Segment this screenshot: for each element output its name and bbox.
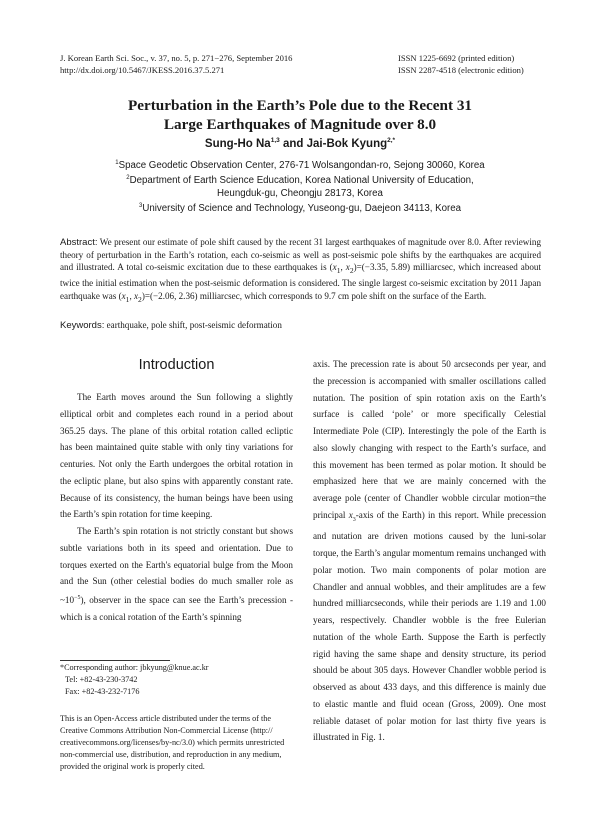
keywords-text: earthquake, pole shift, post-seismic deformation bbox=[104, 320, 282, 330]
paragraph: The Earth moves around the Sun following a slightly elliptical orbit and completes each round in a period about 365.25 days. The plane of this orbital rotation called ecliptic has been maintained quite stable with only tiny variations for centuries. Not only the Earth undergoes the orbital rotation in the ecliptic plane, but also spins with apparently constant rate. Because of its consistency, the human beings have been using the Earth’s spin rotation for time keeping. bbox=[60, 392, 293, 520]
abstract-label: Abstract: bbox=[60, 237, 98, 248]
keywords bbox=[60, 320, 541, 331]
abstract: Abstract: We present our estimate of pole shift caused by the recent 31 largest earthquakes of magnitude over 8.0. After reviewing theory of perturbation in the Earth’s rotation, each co-seismic as well as post-seismic pole shifts by the earthquakes are acquired and illustrated. A total co-seismic excitation due to these earthquakes is ($x_1$, $x_2)=(-3.35$, 5.89) milliarcsec, which increased about twice the initial estimation when the post-seismic deformation is considered. The single largest co-seismic excitation by 2011 Japan earthquake was ($x_1$, $x_2)=(-2.06$, 2.36) milliarcsec, which corresponds to 9.7 cm pole shift on the surface of the Earth. bbox=[60, 237, 541, 304]
body-column-left bbox=[60, 389, 293, 626]
doi-link[interactable]: http://dx.doi.org/10.5467/JKESS.2016.37.5.271 bbox=[60, 65, 225, 75]
author-1-affil: 1,3 bbox=[270, 137, 280, 144]
issn-electronic: ISSN 2287-4518 (electronic edition) bbox=[398, 65, 524, 75]
license-note: This is an Open-Access article distributed under the terms of the Creative Commons Attribution Non-Commercial License (http:// creativecommons.org/licenses/by-nc/3.0) which permits unrestricted non-commercial use, distribution, and reproduction in any medium, provided the original work is properly cited. bbox=[60, 714, 285, 771]
affiliation-3: $^3$University of Science and Technology, Yuseong-gu, Daejeon 34113, Korea bbox=[139, 203, 461, 215]
author-list bbox=[0, 137, 600, 150]
footnote bbox=[60, 662, 295, 698]
paper-title bbox=[0, 96, 600, 134]
journal-header bbox=[60, 52, 292, 76]
author-and: and bbox=[282, 137, 304, 150]
author-1: Sung-Ho Na bbox=[204, 137, 271, 150]
issn-block bbox=[398, 52, 524, 76]
title-line-2: Large Earthquakes of Magnitude over 8.0 bbox=[163, 116, 437, 133]
affiliation-2: $^2$Department of Earth Science Education, Korea National University of Education, bbox=[126, 175, 474, 187]
issn-print: ISSN 1225-6692 (printed edition) bbox=[398, 53, 515, 63]
tel: Tel: +82-43-230-3742 bbox=[65, 675, 138, 684]
keywords-label: Keywords: bbox=[60, 320, 105, 331]
journal-citation: J. Korean Earth Sci. Soc., v. 37, no. 5, p. 271−276, September 2016 bbox=[60, 53, 293, 63]
paragraph: The Earth’s spin rotation is not strictly constant but shows subtle variations both in its speed and orientation. Due to torques exerted on the Earth's equatorial bulge from the Moon and the Sun (other celestial bodies do much smaller role as $\sim 10^{-5}$), observer in the space can see the Earth’s precession - which is a conical rotation of the Earth’s spinning bbox=[60, 526, 293, 622]
footnote-divider bbox=[60, 660, 170, 661]
corresponding-author: *Corresponding author: jbkyung@knue.ac.kr bbox=[60, 663, 209, 672]
author-2-affil: 2,* bbox=[387, 137, 396, 144]
paragraph: axis. The precession rate is about 50 arcseconds per year, and the precession is accompanied with smaller oscillations called nutation. The position of spin rotation axis on the Earth’s surface is called ‘pole’ or more specifically Celestial Intermediate Pole (CIP). Interestingly the pole of the Earth is also slowly changing with respect to the Earth’s surface, and this movement has been termed as polar motion. It should be emphasized here that we are mainly concerned with the average pole (center of Chandler wobble circular motion=the principal $x_3$-axis of the Earth) in this report. While precession and nutation are driven motions caused by the luni-solar torque, the Earth’s angular momentum remains unchanged with polar motion. Two main components of polar motion are Chandler and annual wobbles, and their amplitudes are a few hundred milliarcseconds, while their periods are 1.19 and 1.00 years, respectively. Chandler wobble is the free Eulerian nutation of the whole Earth. Suppose the Earth is perfectly rigid having the same shape and density structure, its period should be about 305 days. However Chandler wobble period is observed as about 433 days, and this difference is mainly due to elastic mantle and fluid ocean (Gross, 2009). One most reliable dataset of polar motion for last thirty five years is illustrated in Fig. 1. bbox=[313, 359, 547, 743]
title-line-1: Perturbation in the Earth’s Pole due to the Recent 31 bbox=[127, 97, 473, 114]
affiliation-1: $^1$Space Geodetic Observation Center, 276-71 Wolsangondan-ro, Sejong 30060, Korea bbox=[115, 160, 485, 172]
body-column-right bbox=[313, 356, 546, 746]
affiliation-2-cont: Heungduk-gu, Cheongju 28173, Korea bbox=[217, 188, 383, 200]
section-title-introduction: Introduction bbox=[138, 357, 215, 373]
affiliations bbox=[0, 157, 600, 216]
fax: Fax: +82-43-232-7176 bbox=[65, 687, 140, 696]
author-2: Jai-Bok Kyung bbox=[306, 137, 388, 150]
